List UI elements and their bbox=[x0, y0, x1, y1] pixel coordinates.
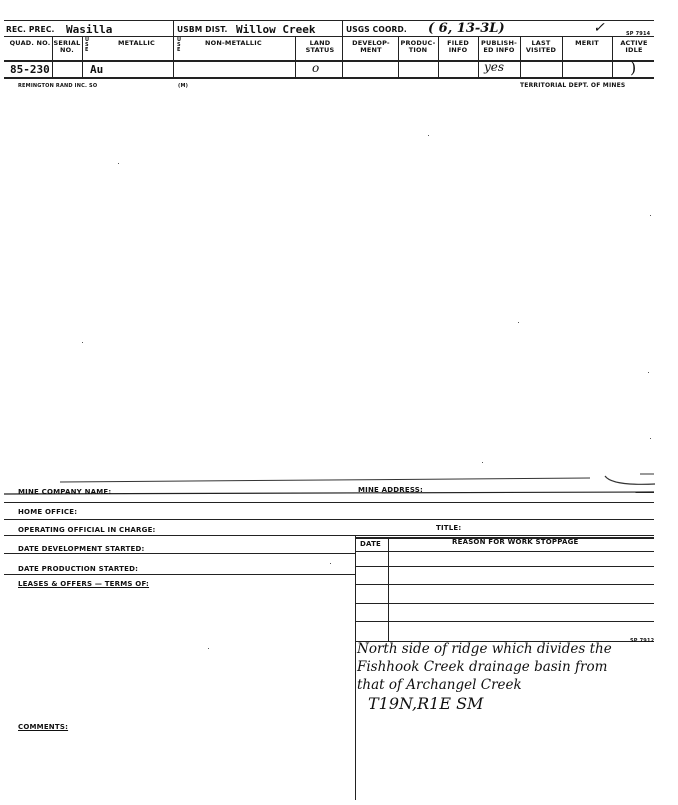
rule bbox=[355, 621, 654, 622]
rule bbox=[355, 566, 654, 567]
lower-form-number: SP 7912 bbox=[630, 638, 655, 644]
col-use-metallic: U S E bbox=[85, 37, 90, 53]
comments-label: COMMENTS: bbox=[18, 723, 69, 731]
col-last-visited: LAST VISITED bbox=[525, 39, 557, 54]
rule bbox=[4, 502, 654, 503]
rule bbox=[355, 535, 356, 800]
col-serial-no: SERIAL NO. bbox=[53, 39, 81, 54]
rule bbox=[173, 20, 174, 78]
rule bbox=[82, 36, 83, 78]
leases-offers-label: LEASES & OFFERS — TERMS OF: bbox=[18, 580, 150, 588]
rule bbox=[388, 537, 389, 641]
col-merit: MERIT bbox=[575, 39, 599, 47]
printer-imprint: REMINGTON RAND INC. SO bbox=[18, 83, 98, 89]
scan-speck bbox=[330, 563, 331, 564]
note-line-2: Fishhook Creek drainage basin from bbox=[357, 659, 608, 675]
metallic-value: Au bbox=[90, 63, 104, 76]
scan-speck bbox=[650, 215, 651, 216]
col-non-metallic: NON-METALLIC bbox=[205, 39, 262, 47]
printer-code: (M) bbox=[178, 83, 189, 89]
check-mark: ✓ bbox=[593, 20, 605, 36]
land-status-value: o bbox=[312, 61, 320, 75]
col-quad-no: QUAD. NO. bbox=[9, 39, 51, 47]
usbm-dist-label: USBM DIST. bbox=[177, 25, 228, 34]
mine-company-name-label: MINE COMPANY NAME: bbox=[18, 488, 112, 496]
home-office-label: HOME OFFICE: bbox=[18, 508, 78, 516]
col-land-status: LAND STATUS bbox=[305, 39, 335, 54]
scan-speck bbox=[650, 438, 651, 439]
rule bbox=[4, 519, 654, 520]
rule bbox=[355, 551, 654, 552]
rule bbox=[612, 36, 613, 78]
date-production-started-label: DATE PRODUCTION STARTED: bbox=[18, 565, 139, 573]
date-column-header: DATE bbox=[360, 540, 382, 548]
rule bbox=[342, 20, 343, 78]
mine-address-label: MINE ADDRESS: bbox=[358, 486, 424, 494]
col-development: DEVELOP-MENT bbox=[352, 39, 390, 54]
date-development-started-label: DATE DEVELOPMENT STARTED: bbox=[18, 545, 145, 553]
form-number: SP 7914 bbox=[626, 31, 651, 37]
rule bbox=[4, 60, 654, 62]
scan-speck bbox=[518, 322, 519, 323]
rule bbox=[438, 36, 439, 78]
quad-serial-value: 85-230 bbox=[10, 63, 50, 76]
scan-speck bbox=[482, 462, 483, 463]
reason-column-header: REASON FOR WORK STOPPAGE bbox=[452, 538, 579, 546]
rule bbox=[4, 20, 654, 21]
rule bbox=[4, 553, 355, 554]
title-label: TITLE: bbox=[436, 524, 462, 532]
published-info-value: yes bbox=[484, 60, 505, 74]
usgs-coord-label: USGS COORD. bbox=[346, 25, 407, 34]
rec-prec-value: Wasilla bbox=[66, 23, 113, 36]
col-use-non-metallic: U S E bbox=[177, 37, 182, 53]
active-idle-value: ) bbox=[630, 58, 637, 77]
note-line-1: North side of ridge which divides the bbox=[357, 641, 612, 657]
scan-speck bbox=[208, 648, 209, 649]
scan-speck bbox=[648, 372, 649, 373]
rec-prec-label: REC. PREC. bbox=[6, 25, 55, 34]
col-production: PRODUC-TION bbox=[400, 39, 436, 54]
rule bbox=[355, 603, 654, 604]
note-line-3: that of Archangel Creek bbox=[357, 677, 522, 693]
scan-speck bbox=[82, 342, 83, 343]
rule bbox=[4, 574, 355, 575]
scan-speck bbox=[118, 163, 119, 164]
rule bbox=[4, 77, 654, 79]
col-metallic: METALLIC bbox=[118, 39, 155, 47]
usbm-dist-value: Willow Creek bbox=[236, 23, 316, 36]
col-active-idle: ACTIVE IDLE bbox=[620, 39, 648, 54]
rule bbox=[355, 584, 654, 585]
rule bbox=[295, 36, 296, 78]
scan-speck bbox=[428, 135, 429, 136]
col-filed-info: FILED INFO bbox=[447, 39, 469, 54]
rule bbox=[4, 36, 654, 37]
usgs-coord-value: ( 6, 13-3L) bbox=[428, 21, 505, 36]
operating-official-label: OPERATING OFFICIAL IN CHARGE: bbox=[18, 526, 156, 534]
col-published-info: PUBLISH-ED INFO bbox=[481, 39, 517, 54]
department-imprint: TERRITORIAL DEPT. OF MINES bbox=[520, 82, 626, 89]
note-line-4: T19N,R1E SM bbox=[368, 694, 484, 713]
rule bbox=[4, 535, 654, 536]
